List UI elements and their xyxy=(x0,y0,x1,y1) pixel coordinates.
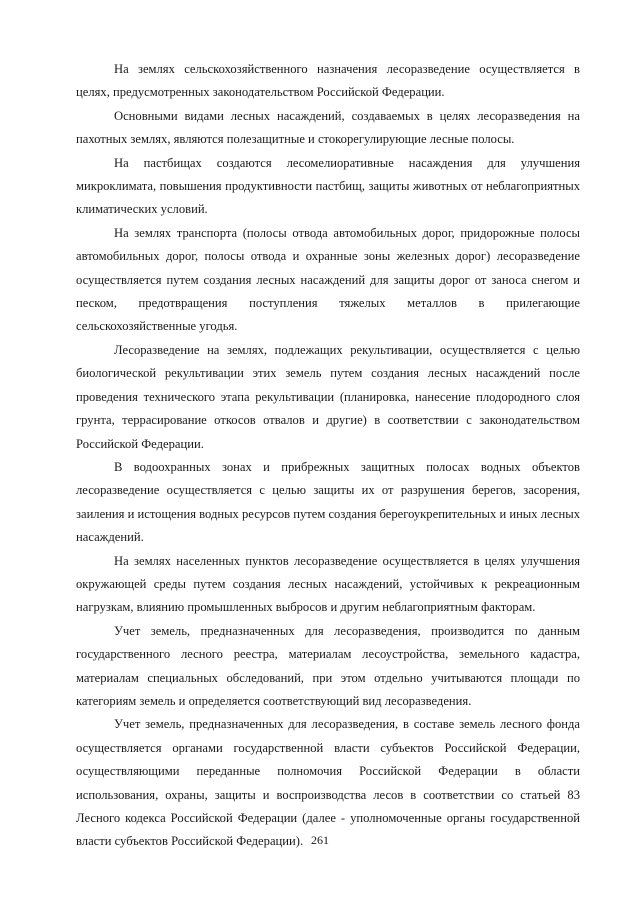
paragraph: На землях транспорта (полосы отвода автомобильных дорог, придорожные полосы автомобильных дорог, полосы отвода и охранные зоны железных дорог) лесоразведение осуществляется путем создания лесных насаждений для защиты дорог от заноса снегом и песком, предотвращения поступления тяжелых металлов в прилегающие сельскохозяйственные угодья. xyxy=(76,225,580,334)
paragraph: На землях населенных пунктов лесоразведение осуществляется в целях улучшения окружающей среды путем создания лесных насаждений, устойчивых к рекреационным нагрузкам, влиянию промышленных выбросов и другим неблагоприятным факторам. xyxy=(76,553,580,615)
paragraph: Учет земель, предназначенных для лесоразведения, в составе земель лесного фонда осуществляется органами государственной власти субъектов Российской Федерации, осуществляющими переданные полномочия Российской Федерации в области использования, охраны, защиты и воспроизводства лесов в соответствии со статьей 83 Лесного кодекса Российской Федерации (далее - уполномоченные органы государственной власти субъектов Российской Федерации). xyxy=(76,717,580,849)
paragraph: В водоохранных зонах и прибрежных защитных полосах водных объектов лесоразведение осуществляется с целью защиты их от разрушения берегов, засорения, заиления и истощения водных ресурсов путем создания берегоукрепительных и иных лесных насаждений. xyxy=(76,459,580,545)
paragraph: Учет земель, предназначенных для лесоразведения, производится по данным государственного лесного реестра, материалам лесоустройства, земельного кадастра, материалам специальных обследований, при этом отдельно учитываются площади по категориям земель и определяется соответствующий вид лесоразведения. xyxy=(76,623,580,708)
paragraph: На пастбищах создаются лесомелиоративные насаждения для улучшения микроклимата, повышения продуктивности пастбищ, защиты животных от неблагоприятных климатических условий. xyxy=(76,155,580,217)
paragraph: Основными видами лесных насаждений, создаваемых в целях лесоразведения на пахотных землях, являются полезащитные и стокорегулирующие лесные полосы. xyxy=(76,108,580,147)
paragraph: Лесоразведение на землях, подлежащих рекультивации, осуществляется с целью биологической рекультивации этих земель путем создания лесных насаждений после проведения технического этапа рекультивации (планировка, нанесение плодородного слоя грунта, террасирование откосов отвалов и другие) в соответствии с законодательством Российской Федерации. xyxy=(76,342,580,451)
page-number: 261 xyxy=(311,833,329,847)
body-text xyxy=(76,58,580,854)
paragraph: На землях сельскохозяйственного назначения лесоразведение осуществляется в целях, предусмотренных законодательством Российской Федерации. xyxy=(76,62,580,100)
